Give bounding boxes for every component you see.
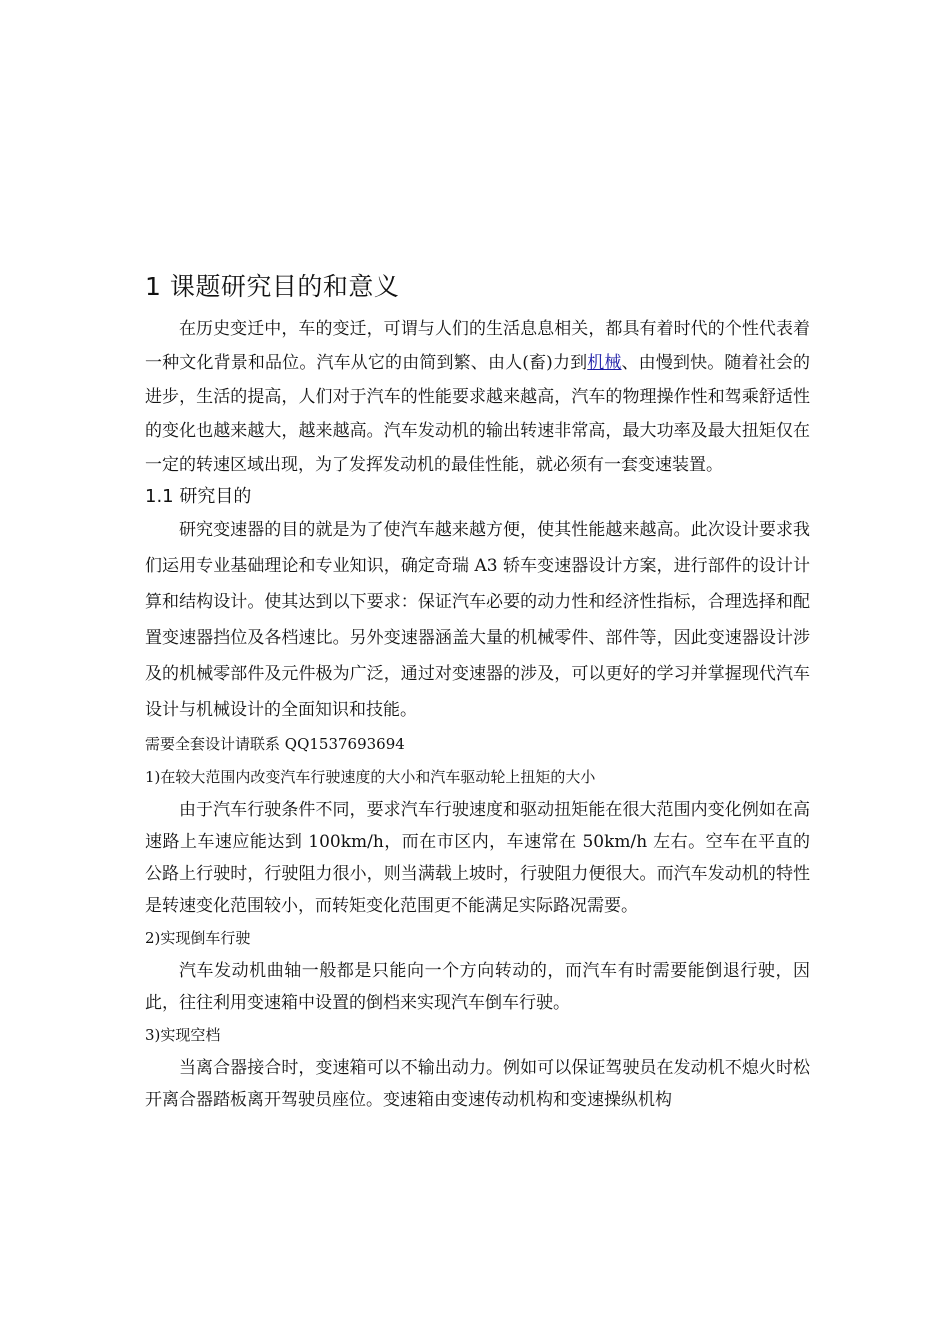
intro-text-before-link: 在历史变迁中，车的变迁，可谓与人们的生活息息相关，都具有着时代的个性代表着一种文化背景和品位。汽车从它的由简到繁、由人(畜)力到: [145, 319, 810, 373]
intro-paragraph: [145, 312, 810, 482]
document-page: [145, 270, 810, 1116]
contact-line: 需要全套设计请联系 QQ1537693694: [145, 735, 405, 753]
purpose-paragraph: 研究变速器的目的就是为了使汽车越来越方便，使其性能越来越高。此次设计要求我们运用专业基础理论和专业知识，确定奇瑞 A3 轿车变速器设计方案，进行部件的设计计算和结构设计。使其达到以下要求：保证汽车必要的动力性和经济性指标，合理选择和配置变速器挡位及各档速比。另外变速器涵盖大量的机械零件、部件等，因此变速器设计涉及的机械零部件及元件极为广泛，通过对变速器的涉及，可以更好的学习并掌握现代汽车设计与机械设计的全面知识和技能。: [145, 520, 810, 720]
item-body-2: 汽车发动机曲轴一般都是只能向一个方向转动的，而汽车有时需要能倒退行驶，因此，往往利用变速箱中设置的倒档来实现汽车倒车行驶。: [145, 961, 810, 1013]
item-heading-3: 3)实现空档: [145, 1026, 221, 1044]
item-body-1: 由于汽车行驶条件不同，要求汽车行驶速度和驱动扭矩能在很大范围内变化例如在高速路上车速应能达到 100km/h，而在市区内，车速常在 50km/h 左右。空车在平直的公路上行驶时，行驶阻力很小，则当满载上坡时，行驶阻力便很大。而汽车发动机的特性是转速变化范围较小，而转矩变化范围更不能满足实际路况需要。: [145, 800, 810, 916]
section-title: 1 课题研究目的和意义: [145, 272, 400, 301]
subsection-title: 1.1 研究目的: [145, 486, 252, 507]
item-heading-1: 1)在较大范围内改变汽车行驶速度的大小和汽车驱动轮上扭矩的大小: [145, 768, 596, 786]
intro-text-after-link: 、由慢到快。随着社会的进步，生活的提高，人们对于汽车的性能要求越来越高，汽车的物理操作性和驾乘舒适性的变化也越来越大，越来越高。汽车发动机的输出转速非常高，最大功率及最大扭矩仅在一定的转速区域出现，为了发挥发动机的最佳性能，就必须有一套变速装置。: [145, 353, 811, 475]
item-heading-2: 2)实现倒车行驶: [145, 929, 251, 947]
item-body-3: 当离合器接合时，变速箱可以不输出动力。例如可以保证驾驶员在发动机不熄火时松开离合器踏板离开驾驶员座位。变速箱由变速传动机构和变速操纵机构: [145, 1058, 810, 1110]
machinery-link[interactable]: 机械: [587, 353, 622, 373]
